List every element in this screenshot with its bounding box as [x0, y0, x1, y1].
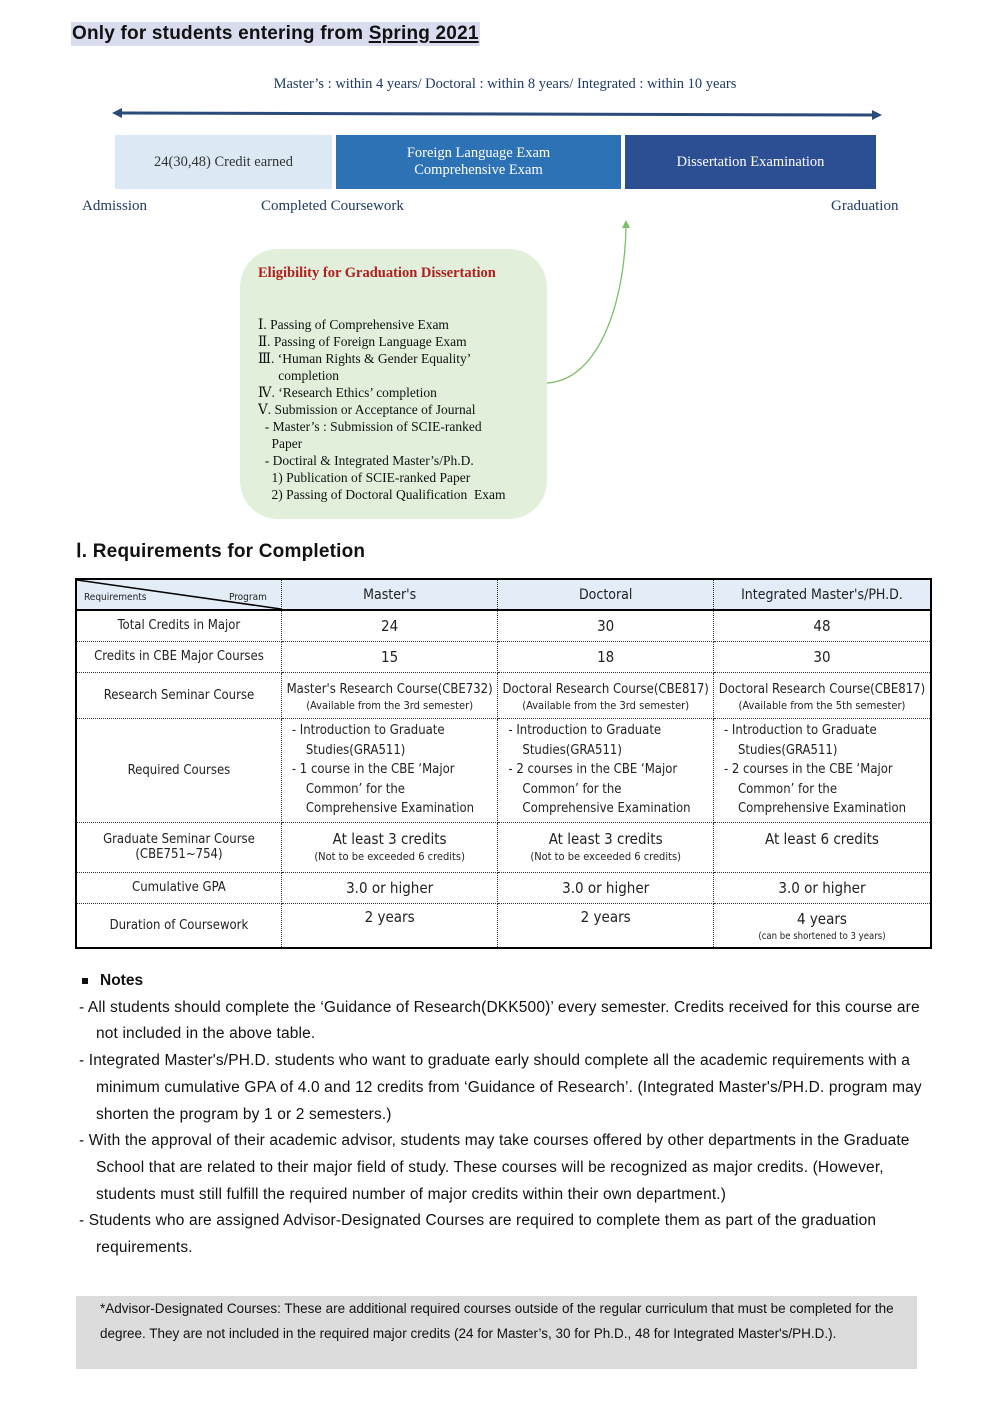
cell-main: At least 3 credits: [548, 829, 663, 848]
table-row: [76, 872, 931, 903]
requirements-table: [75, 578, 932, 949]
eligibility-item: Ⅲ. ‘Human Rights & Gender Equality’: [258, 351, 472, 366]
eligibility-item: 1) Publication of SCIE-ranked Paper: [258, 470, 471, 485]
cell-value: [713, 672, 931, 718]
timeline-double-arrow-icon: [112, 104, 882, 124]
phase-dissertation: [625, 135, 876, 189]
phase-credit-earned: [115, 135, 332, 189]
row-label: Required Courses: [76, 718, 281, 822]
curved-arrow-icon: [540, 210, 650, 390]
cell-sub: (Available from the 3rd semester): [522, 699, 690, 712]
bullet-square-icon: [82, 978, 88, 984]
table-row: [76, 822, 931, 872]
program-scope-banner: [71, 22, 480, 46]
cell-value: [498, 903, 714, 948]
cell-main: Doctoral Research Course(CBE817): [718, 682, 926, 697]
cell-value: [281, 822, 498, 872]
note-item: - With the approval of their academic advisor, students may take courses offered by other departments in the Graduate School that are related to their major field of study. These courses will be recognized as major credits. (However, students must still fulfill the required number of major credits within their own department.): [79, 1132, 910, 1203]
row-label: [76, 822, 281, 872]
cell-main: Master's Research Course(CBE732): [286, 682, 493, 697]
cell-value: 3.0 or higher: [713, 872, 931, 903]
corner-label-program: Program: [228, 592, 267, 603]
eligibility-item: Ⅰ. Passing of Comprehensive Exam: [258, 317, 449, 332]
row-label: Research Seminar Course: [76, 672, 281, 718]
cell-sub: (Available from the 5th semester): [738, 699, 906, 712]
cell-value: 24: [281, 610, 498, 641]
cell-value: [713, 822, 931, 872]
note-item: - All students should complete the ‘Guidance of Research(DKK500)’ every semester. Credits received for this course are not included in the above table.: [79, 998, 920, 1043]
course-item: - Introduction to Graduate Studies(GRA511): [723, 723, 877, 758]
eligibility-item: - Master’s : Submission of SCIE-ranked: [258, 419, 482, 434]
eligibility-item: - Doctiral & Integrated Master’s/Ph.D.: [258, 453, 474, 468]
eligibility-item: Paper: [258, 436, 303, 451]
eligibility-item: 2) Passing of Doctoral Qualification Exam: [258, 487, 506, 502]
cell-main: 2 years: [580, 907, 631, 926]
cell-value: [281, 672, 498, 718]
course-item: - Introduction to Graduate Studies(GRA511): [508, 723, 662, 758]
course-item: - 2 courses in the CBE ‘Major Common’ for the Comprehensive Examination: [723, 762, 907, 817]
notes-header: [78, 968, 928, 995]
milestone-completed-coursework: Completed Coursework: [261, 198, 404, 214]
cell-value: 15: [281, 641, 498, 672]
phase-exams: [336, 135, 621, 189]
cell-value: 3.0 or higher: [281, 872, 498, 903]
duration-limits-note: Master’s : within 4 years/ Doctoral : within 8 years/ Integrated : within 10 years: [273, 76, 737, 92]
corner-header-cell: [76, 579, 281, 610]
table-header-row: [76, 579, 931, 610]
course-item: - 1 course in the CBE ‘Major Common’ for the Comprehensive Examination: [291, 762, 475, 817]
table-row: [76, 672, 931, 718]
cell-value: 30: [498, 610, 714, 641]
row-label: Total Credits in Major: [76, 610, 281, 641]
cell-sub: (Not to be exceeded 6 credits): [530, 849, 681, 863]
cell-value: [713, 903, 931, 948]
eligibility-item: Ⅱ. Passing of Foreign Language Exam: [258, 334, 467, 349]
section-title: Ⅰ. Requirements for Completion: [76, 541, 366, 562]
note-item: - Students who are assigned Advisor-Designated Courses are required to complete them as part of the graduation requirements.: [79, 1212, 877, 1257]
milestone-graduation: Graduation: [831, 198, 899, 214]
row-label-line: Graduate Seminar Course: [103, 832, 255, 847]
course-item: - 2 courses in the CBE ‘Major Common’ for the Comprehensive Examination: [508, 762, 691, 817]
note-item: - Integrated Master's/PH.D. students who want to graduate early should complete all the academic requirements with a minimum cumulative GPA of 4.0 and 12 credits from ‘Guidance of Research’. (Integrated Master's/PH.D. program may shorten the program by 1 or 2 semesters.): [79, 1052, 922, 1123]
banner-prefix: Only for students entering from: [72, 23, 369, 44]
cell-sub: (Available from the 3rd semester): [306, 699, 474, 712]
header-masters: Master's: [281, 579, 498, 610]
cell-value: [498, 718, 714, 822]
row-label: Duration of Coursework: [76, 903, 281, 948]
cell-main: Doctoral Research Course(CBE817): [502, 682, 709, 697]
cell-main: 2 years: [364, 907, 415, 926]
row-label-line: (CBE751~754): [135, 847, 223, 862]
phase-foreign-language-label: Foreign Language Exam: [406, 145, 551, 161]
banner-highlight: Spring 2021: [368, 23, 479, 44]
phase-credit-label: 24(30,48) Credit earned: [154, 153, 293, 170]
eligibility-title: Eligibility for Graduation Dissertation: [258, 265, 496, 281]
header-doctoral: Doctoral: [498, 579, 714, 610]
cell-value: 30: [713, 641, 931, 672]
course-item: - Introduction to Graduate Studies(GRA511): [291, 723, 445, 758]
cell-value: [281, 903, 498, 948]
corner-label-requirements: Requirements: [84, 592, 147, 603]
eligibility-list: [258, 316, 505, 503]
cell-sub: (can be shortened to 3 years): [758, 930, 886, 942]
advisor-courses-footnote: *Advisor-Designated Courses: These are additional required courses outside of the regular curriculum that must be completed for the degree. They are not included in the required major credits (24 for Master’s, 30 for Ph.D., 48 for Integrated Master's/PH.D.).: [76, 1296, 917, 1369]
cell-sub: (Not to be exceeded 6 credits): [314, 849, 465, 863]
cell-main: At least 6 credits: [765, 829, 879, 848]
phase-dissertation-label: Dissertation Examination: [676, 153, 825, 170]
eligibility-item: completion: [258, 368, 339, 383]
table-row: [76, 641, 931, 672]
notes-section: [78, 968, 928, 1262]
header-integrated: Integrated Master's/PH.D.: [713, 579, 931, 610]
cell-value: [713, 718, 931, 822]
table-row: [76, 610, 931, 641]
cell-main: 4 years: [796, 909, 847, 928]
eligibility-item: Ⅳ. ‘Research Ethics’ completion: [258, 385, 437, 400]
cell-value: [498, 822, 714, 872]
cell-main: At least 3 credits: [332, 829, 447, 848]
row-label: Credits in CBE Major Courses: [76, 641, 281, 672]
cell-value: 48: [713, 610, 931, 641]
table-row: [76, 903, 931, 948]
notes-header-label: Notes: [100, 972, 144, 989]
cell-value: 3.0 or higher: [498, 872, 714, 903]
table-row: [76, 718, 931, 822]
cell-value: [498, 672, 714, 718]
milestone-admission: Admission: [82, 198, 148, 214]
cell-value: 18: [498, 641, 714, 672]
row-label: Cumulative GPA: [76, 872, 281, 903]
eligibility-item: Ⅴ. Submission or Acceptance of Journal: [258, 402, 476, 417]
cell-value: [281, 718, 498, 822]
phase-comprehensive-label: Comprehensive Exam: [414, 162, 543, 178]
